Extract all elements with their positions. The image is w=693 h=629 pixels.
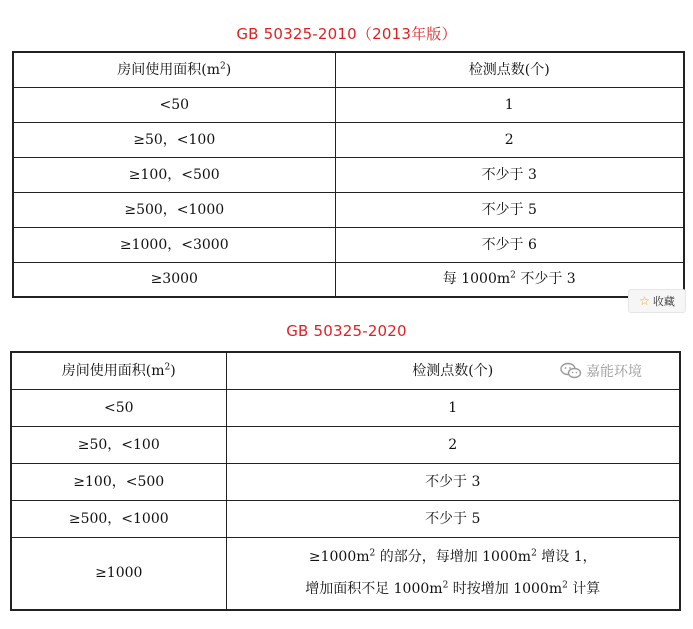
table-row <box>13 157 684 192</box>
area-cell: ≥500，<1000 <box>13 192 335 227</box>
area-cell: <50 <box>11 389 226 426</box>
header-points: 检测点数(个) <box>226 352 680 389</box>
points-cell: 2 <box>335 122 684 157</box>
favorite-label: 收藏 <box>652 295 675 308</box>
area-cell: ≥50，<100 <box>11 426 226 463</box>
area-cell: ≥3000 <box>13 262 335 297</box>
points-cell: 不少于 6 <box>335 227 684 262</box>
points-cell: 每 $1000m^2$ 不少于 3 <box>335 262 684 297</box>
area-cell: <50 <box>13 87 335 122</box>
table-row <box>13 227 684 262</box>
area-cell: ≥100，<500 <box>11 463 226 500</box>
table-header-row <box>13 52 684 87</box>
header-area: 房间使用面积$(m^2)$ <box>13 52 335 87</box>
points-cell: 不少于 5 <box>335 192 684 227</box>
header-points: 检测点数(个) <box>335 52 684 87</box>
table2-title: GB 50325-2020 <box>286 322 407 340</box>
watermark-label: 嘉能环境 <box>586 364 642 380</box>
area-cell: ≥100，<500 <box>13 157 335 192</box>
area-cell: ≥1000，<3000 <box>13 227 335 262</box>
table-row <box>11 426 680 463</box>
star-icon: ☆ <box>639 294 650 308</box>
points-cell: 1 <box>335 87 684 122</box>
table-row <box>13 122 684 157</box>
table-row <box>11 389 680 426</box>
table-row <box>13 192 684 227</box>
points-line-1: $\ge 1000m^2$ 的部分，每增加 $1000m^2$ 增设 1， <box>308 548 597 566</box>
area-cell: ≥50，<100 <box>13 122 335 157</box>
table-2010 <box>12 51 685 298</box>
points-line-2: 增加面积不足 $1000m^2$ 时按增加 $1000m^2$ 计算 <box>305 580 601 598</box>
table-row <box>11 537 680 610</box>
points-cell: 不少于 3 <box>335 157 684 192</box>
table-row <box>11 500 680 537</box>
area-cell: ≥500，<1000 <box>11 500 226 537</box>
points-cell <box>226 537 680 610</box>
area-cell: ≥1000 <box>11 537 226 610</box>
table-row <box>11 463 680 500</box>
favorite-button[interactable] <box>628 289 686 313</box>
table-row <box>13 262 684 297</box>
points-cell: 不少于 3 <box>226 463 680 500</box>
watermark <box>560 361 642 381</box>
points-cell: 2 <box>226 426 680 463</box>
table1-title: GB 50325-2010（2013年版） <box>236 25 457 43</box>
wechat-icon <box>560 362 582 380</box>
points-cell: 不少于 5 <box>226 500 680 537</box>
table-row <box>13 87 684 122</box>
points-cell: 1 <box>226 389 680 426</box>
table-2020 <box>10 351 681 611</box>
header-area: 房间使用面积$(m^2)$ <box>11 352 226 389</box>
